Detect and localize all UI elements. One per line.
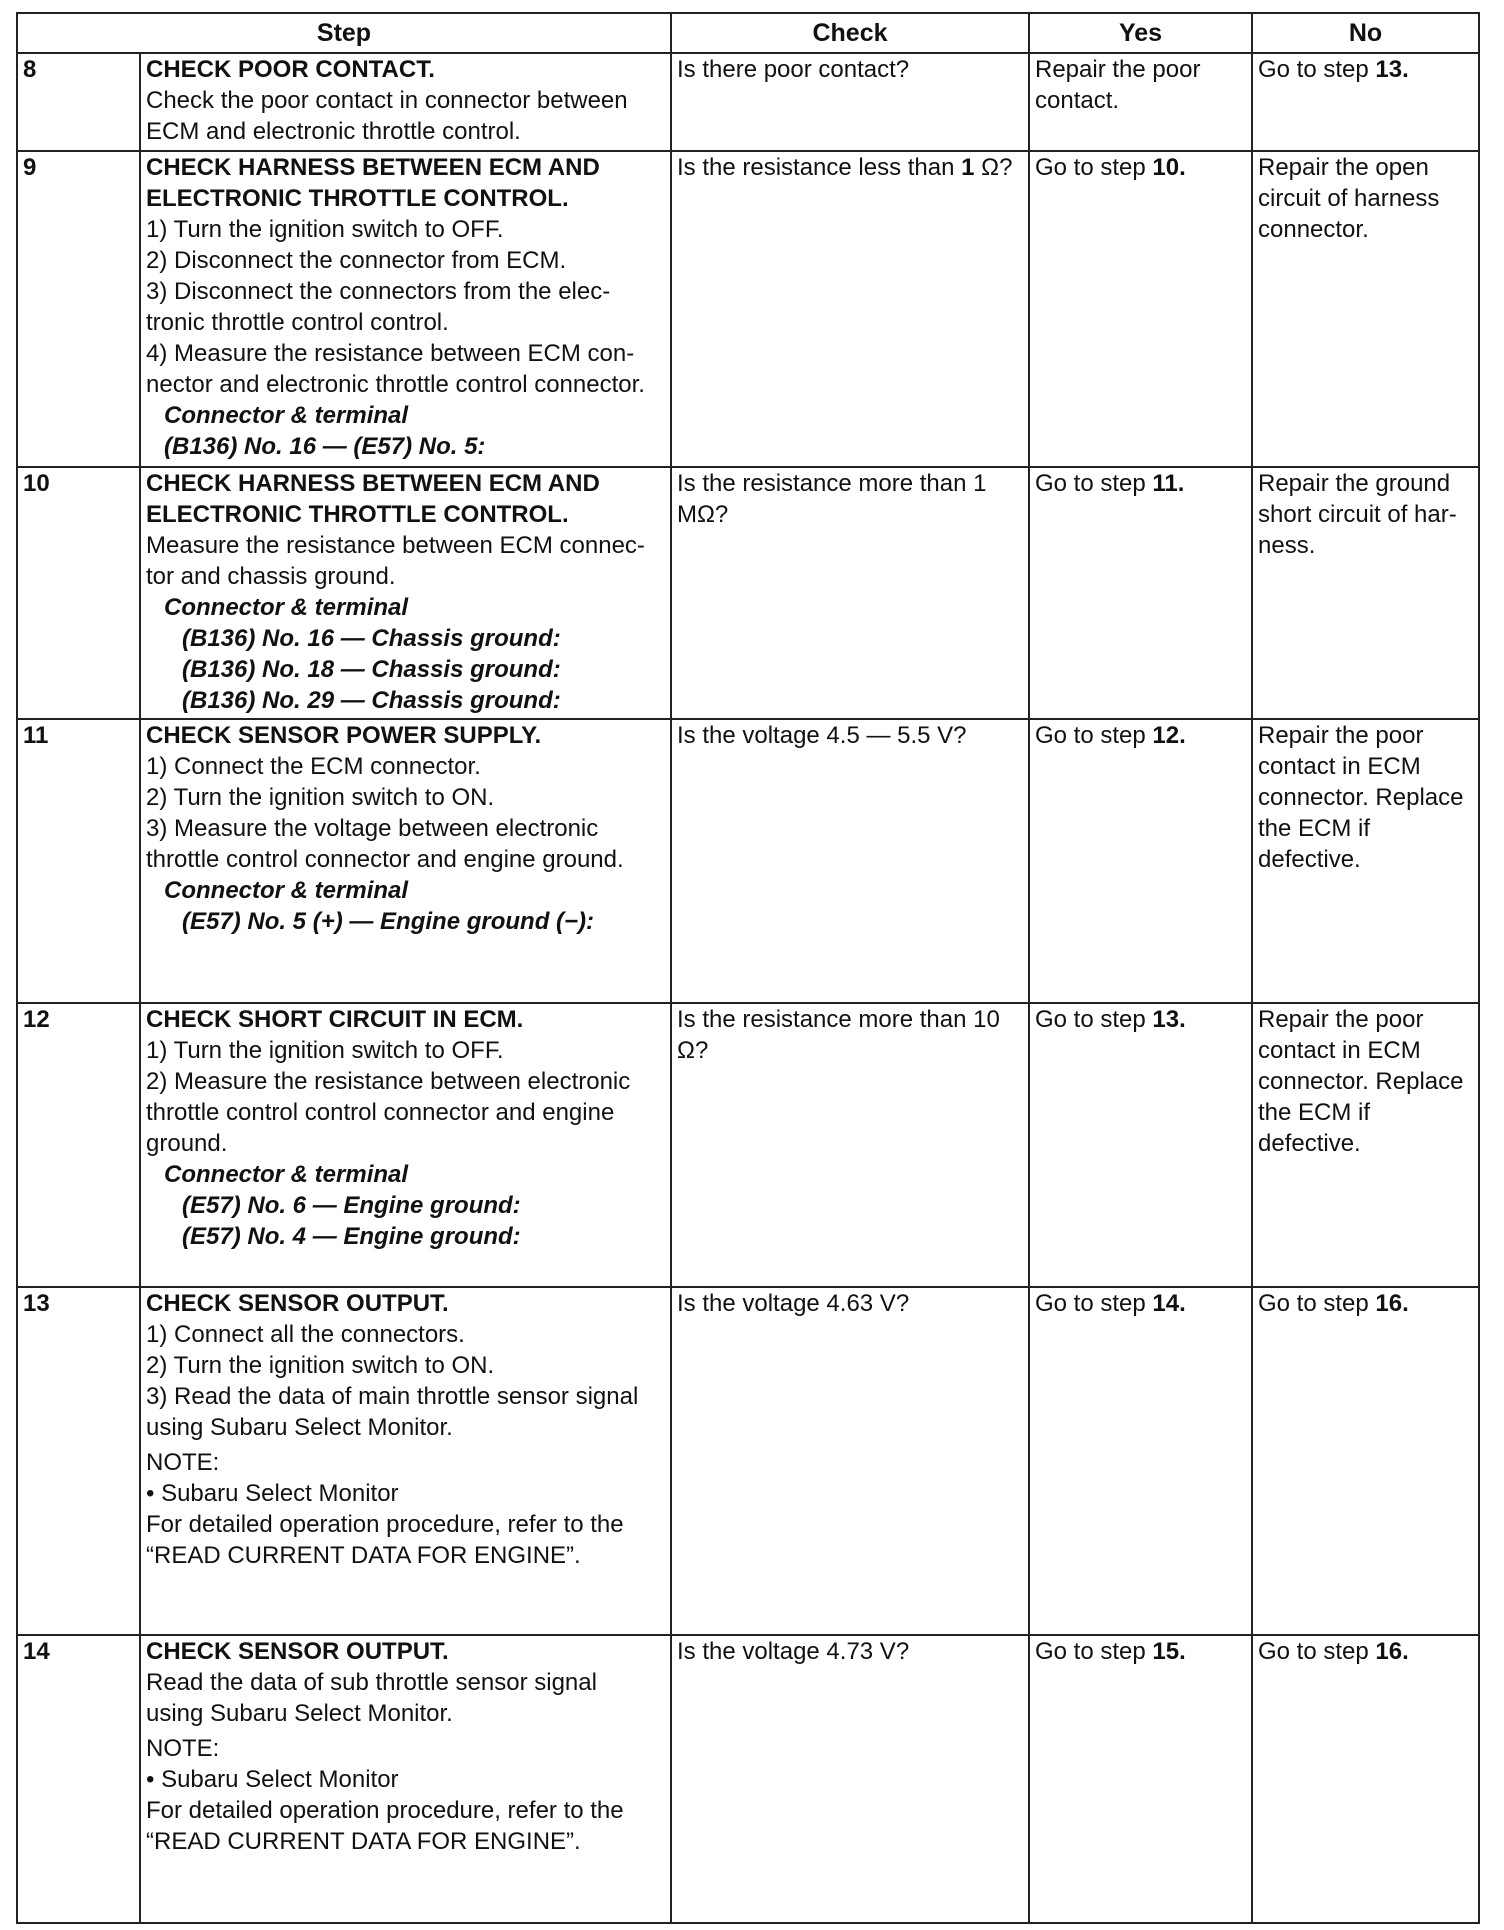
step-line: tronic throttle control control. <box>146 309 449 336</box>
yes-step-ref: 12. <box>1152 722 1186 749</box>
no-cell <box>1252 1287 1479 1635</box>
table-row <box>17 467 1479 719</box>
table-row <box>17 1003 1479 1287</box>
step-line: 3) Measure the voltage between electronic <box>146 815 599 842</box>
no-cell <box>1252 1635 1479 1923</box>
note-line: • Subaru Select Monitor <box>146 1766 399 1793</box>
step-line: 1) Connect the ECM connector. <box>146 753 481 780</box>
terminal-spec: (B136) No. 16 — Chassis ground: <box>182 625 561 652</box>
step-line: using Subaru Select Monitor. <box>146 1700 453 1727</box>
table-row <box>17 1287 1479 1635</box>
yes-cell <box>1029 1635 1252 1923</box>
header-row <box>17 13 1479 53</box>
step-number: 8 <box>17 53 140 151</box>
no-text: Repair the poor contact in ECM connector. Replace the ECM if defective. <box>1258 722 1464 873</box>
check-cell: Is the voltage 4.63 V? <box>671 1287 1029 1635</box>
step-line: 2) Disconnect the connector from ECM. <box>146 247 567 274</box>
step-number: 10 <box>17 467 140 719</box>
table-row <box>17 53 1479 151</box>
check-cell: Is the voltage 4.5 — 5.5 V? <box>671 719 1029 1003</box>
step-content <box>140 467 671 719</box>
step-title: CHECK SHORT CIRCUIT IN ECM. <box>146 1006 524 1033</box>
yes-step-ref: 14. <box>1152 1290 1186 1317</box>
step-line: 1) Turn the ignition switch to OFF. <box>146 216 504 243</box>
yes-cell <box>1029 1287 1252 1635</box>
yes-step-ref: 13. <box>1152 1006 1186 1033</box>
header-no: No <box>1252 13 1479 53</box>
terminal-spec: (E57) No. 6 — Engine ground: <box>182 1192 521 1219</box>
no-cell <box>1252 151 1479 467</box>
yes-step-ref: 10. <box>1152 154 1186 181</box>
terminal-spec: (E57) No. 5 (+) — Engine ground (−): <box>182 908 595 935</box>
no-text: Repair the ground short circuit of har-ness. <box>1258 470 1457 559</box>
check-cell <box>671 151 1029 467</box>
check-value: 1 <box>961 154 975 181</box>
header-step: Step <box>17 13 671 53</box>
step-number: 13 <box>17 1287 140 1635</box>
step-title: CHECK HARNESS BETWEEN ECM AND ELECTRONIC THROTTLE CONTROL. <box>146 154 600 212</box>
step-title: CHECK SENSOR OUTPUT. <box>146 1638 449 1665</box>
step-line: 1) Connect all the connectors. <box>146 1321 465 1348</box>
step-line: 4) Measure the resistance between ECM con- <box>146 340 635 367</box>
step-line: nector and electronic throttle control connector. <box>146 371 645 398</box>
step-line: ground. <box>146 1130 228 1157</box>
no-text: Repair the poor contact in ECM connector. Replace the ECM if defective. <box>1258 1006 1464 1157</box>
step-content <box>140 1635 671 1923</box>
yes-text: Repair the poor contact. <box>1035 56 1201 114</box>
note-label: NOTE: <box>146 1735 220 1762</box>
step-line: using Subaru Select Monitor. <box>146 1414 453 1441</box>
yes-cell <box>1029 467 1252 719</box>
step-title: CHECK SENSOR POWER SUPPLY. <box>146 722 542 749</box>
no-step-ref: 13. <box>1375 56 1409 83</box>
procedure-table <box>16 12 1480 1924</box>
connector-terminal-label: Connector & terminal <box>164 877 409 904</box>
no-cell <box>1252 467 1479 719</box>
yes-cell <box>1029 53 1252 151</box>
yes-cell <box>1029 719 1252 1003</box>
terminal-spec: (B136) No. 29 — Chassis ground: <box>182 687 561 714</box>
note-line: “READ CURRENT DATA FOR ENGINE”. <box>146 1828 581 1855</box>
terminal-spec: (E57) No. 4 — Engine ground: <box>182 1223 521 1250</box>
step-line: ECM and electronic throttle control. <box>146 118 521 145</box>
connector-terminal-label: Connector & terminal <box>164 594 409 621</box>
note-line: For detailed operation procedure, refer to the <box>146 1797 624 1824</box>
step-content <box>140 53 671 151</box>
note-line: • Subaru Select Monitor <box>146 1480 399 1507</box>
step-number: 14 <box>17 1635 140 1923</box>
yes-text: Go to step <box>1035 1006 1153 1033</box>
check-unit: Ω? <box>974 154 1013 181</box>
no-cell <box>1252 53 1479 151</box>
step-content <box>140 1287 671 1635</box>
header-yes: Yes <box>1029 13 1252 53</box>
step-title: CHECK HARNESS BETWEEN ECM AND ELECTRONIC THROTTLE CONTROL. <box>146 470 600 528</box>
step-number: 9 <box>17 151 140 467</box>
check-cell: Is the resistance more than 1 MΩ? <box>671 467 1029 719</box>
no-text: Go to step <box>1258 1290 1376 1317</box>
step-number: 12 <box>17 1003 140 1287</box>
step-line: throttle control connector and engine ground. <box>146 846 624 873</box>
yes-text: Go to step <box>1035 470 1153 497</box>
yes-text: Go to step <box>1035 154 1153 181</box>
table-row <box>17 151 1479 467</box>
check-text: Is the resistance less than <box>677 154 962 181</box>
step-line: Measure the resistance between ECM connec- <box>146 532 645 559</box>
yes-step-ref: 11. <box>1152 470 1185 497</box>
step-content <box>140 719 671 1003</box>
step-line: throttle control control connector and engine <box>146 1099 615 1126</box>
yes-step-ref: 15. <box>1152 1638 1186 1665</box>
step-line: Read the data of sub throttle sensor signal <box>146 1669 597 1696</box>
step-line: 3) Disconnect the connectors from the elec- <box>146 278 611 305</box>
check-cell: Is there poor contact? <box>671 53 1029 151</box>
header-check: Check <box>671 13 1029 53</box>
yes-text: Go to step <box>1035 722 1153 749</box>
no-text: Repair the open circuit of harness connector. <box>1258 154 1440 243</box>
no-text: Go to step <box>1258 1638 1376 1665</box>
terminal-spec: (B136) No. 18 — Chassis ground: <box>182 656 561 683</box>
step-line: tor and chassis ground. <box>146 563 396 590</box>
no-step-ref: 16. <box>1375 1638 1409 1665</box>
step-line: 3) Read the data of main throttle sensor signal <box>146 1383 639 1410</box>
no-text: Go to step <box>1258 56 1376 83</box>
step-line: 1) Turn the ignition switch to OFF. <box>146 1037 504 1064</box>
no-step-ref: 16. <box>1375 1290 1409 1317</box>
step-line: 2) Turn the ignition switch to ON. <box>146 784 495 811</box>
step-line: 2) Measure the resistance between electronic <box>146 1068 631 1095</box>
step-title: CHECK SENSOR OUTPUT. <box>146 1290 449 1317</box>
connector-terminal-label: Connector & terminal <box>164 1161 409 1188</box>
step-title: CHECK POOR CONTACT. <box>146 56 435 83</box>
note-label: NOTE: <box>146 1449 220 1476</box>
table-row <box>17 719 1479 1003</box>
table-row <box>17 1635 1479 1923</box>
no-cell <box>1252 1003 1479 1287</box>
terminal-spec: (B136) No. 16 — (E57) No. 5: <box>164 433 486 460</box>
step-content <box>140 151 671 467</box>
yes-cell <box>1029 1003 1252 1287</box>
yes-text: Go to step <box>1035 1638 1153 1665</box>
check-cell: Is the voltage 4.73 V? <box>671 1635 1029 1923</box>
step-content <box>140 1003 671 1287</box>
note-line: For detailed operation procedure, refer to the <box>146 1511 624 1538</box>
yes-text: Go to step <box>1035 1290 1153 1317</box>
step-line: Check the poor contact in connector between <box>146 87 628 114</box>
step-line: 2) Turn the ignition switch to ON. <box>146 1352 495 1379</box>
check-cell: Is the resistance more than 10 Ω? <box>671 1003 1029 1287</box>
connector-terminal-label: Connector & terminal <box>164 402 409 429</box>
step-number: 11 <box>17 719 140 1003</box>
note-line: “READ CURRENT DATA FOR ENGINE”. <box>146 1542 581 1569</box>
yes-cell <box>1029 151 1252 467</box>
no-cell <box>1252 719 1479 1003</box>
